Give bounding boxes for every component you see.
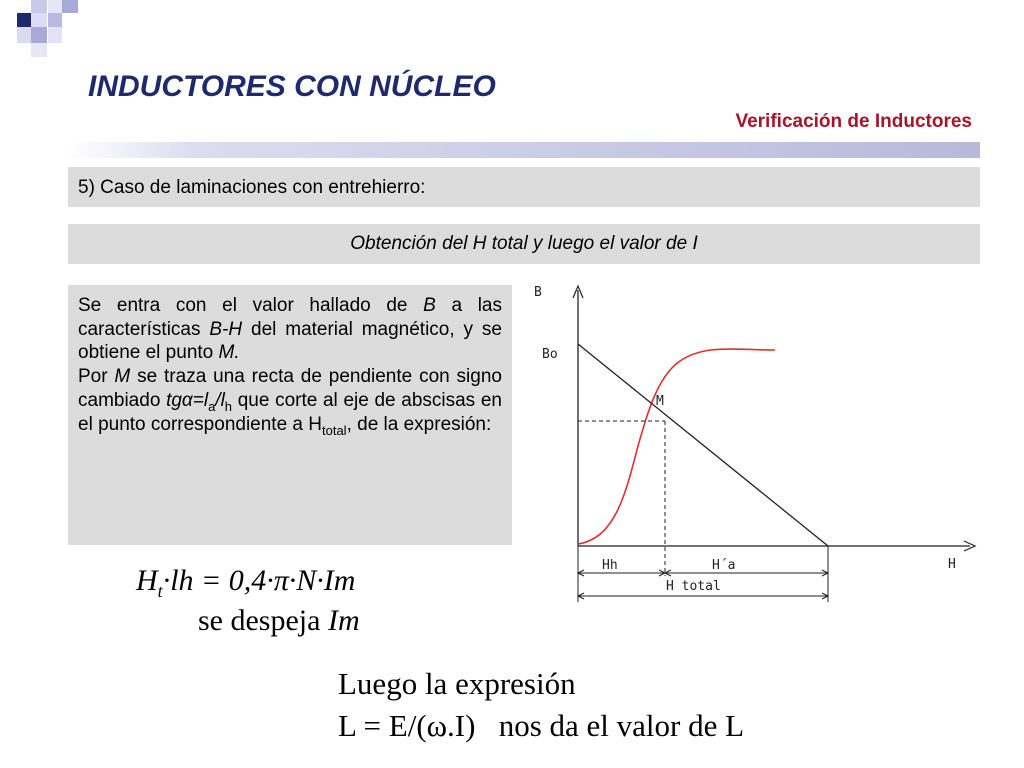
m-point-label: M [656, 394, 664, 409]
htotal-label: H total [666, 579, 721, 594]
explanation-paragraph-2: Por M se traza una recta de pendiente con signo cambiado $tg\alpha=l_a/l_h$ que corte al eje de abscisas en el punto correspondiente a $H_{total}$, de la expresión: [78, 366, 502, 438]
explanation-box [68, 285, 512, 545]
corner-decoration [0, 0, 80, 60]
bh-diagram [520, 276, 990, 606]
header-divider [68, 142, 980, 158]
formula-inductance: L = E/(ω.I) nos da el valor de L [338, 708, 745, 743]
slide-title: INDUCTORES CON NÚCLEO [88, 70, 496, 103]
slide-subtitle: Verificación de Inductores [735, 111, 972, 132]
bo-label: Bo [542, 347, 558, 362]
formula-h-total: $H_t\cdot lh = 0,4\cdot\pi\cdot N\cdot Im$ [136, 564, 356, 601]
objective-heading: Obtención del H total y luego el valor de I [68, 224, 980, 264]
hh-label: Hh [602, 558, 618, 573]
ha-label: H´a [712, 558, 736, 573]
bh-curve [578, 349, 775, 544]
formula-despeja: se despeja Im [198, 604, 360, 637]
b-axis-label: B [534, 285, 542, 300]
h-axis-label: H [948, 557, 956, 572]
case-heading: 5) Caso de laminaciones con entrehierro: [68, 167, 980, 207]
explanation-paragraph-1: Se entra con el valor hallado de B a las características B-H del material magnético, y se obtiene el punto M. [78, 295, 502, 364]
formula-luego: Luego la expresión [338, 666, 576, 701]
